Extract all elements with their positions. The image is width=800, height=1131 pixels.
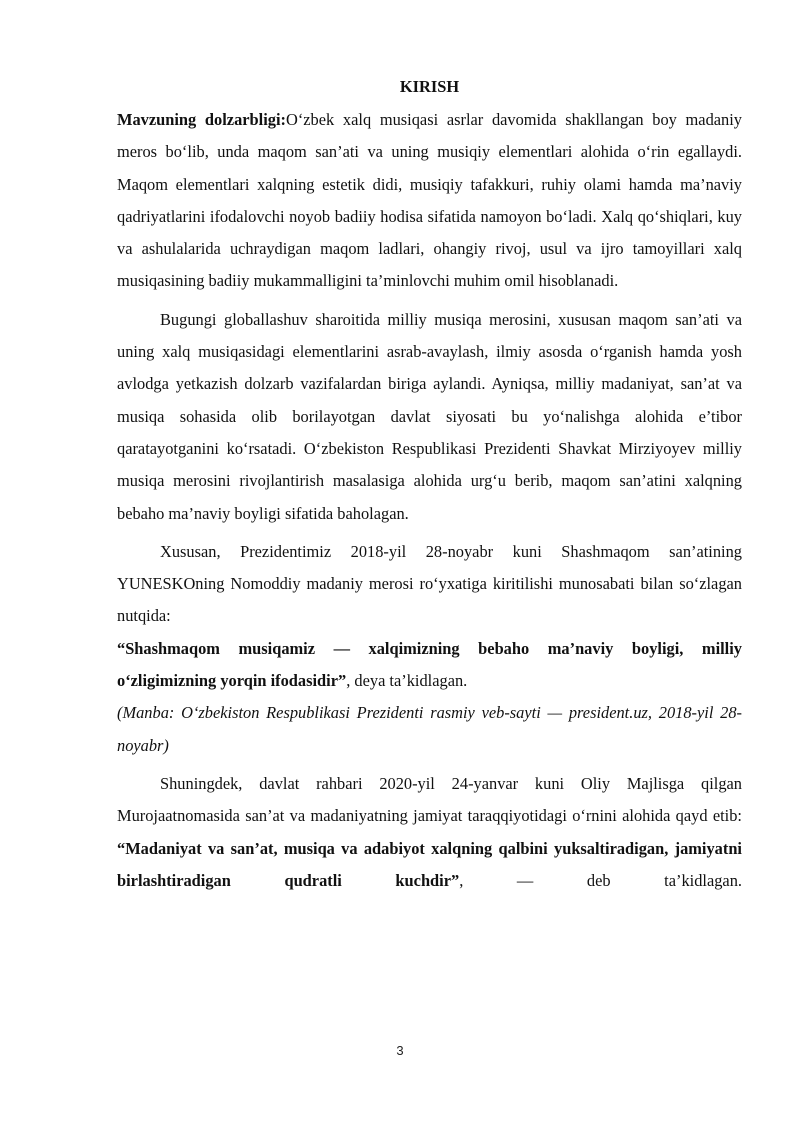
paragraph-heritage: Bugungi globallashuv sharoitida milliy musiqa merosini, xususan maqom san’ati va uning xalq musiqasidagi elementlarini asrab-avaylash, ilmiy asosda o‘rganish hamda yosh avlodga yetkazish dolzarb vazifalardan biriga aylandi. Ayniqsa, milliy madaniyat, san’at va musiqa sohasida olib borilayotgan davlat siyosati bu yo‘nalishga alohida e’tibor qaratayotganini ko‘rsatadi. O‘zbekiston Respublikasi Prezidenti Shavkat Mirziyoyev milliy musiqa merosini rivojlantirish masalasiga alohida urg‘u berib, maqom san’atini xalqning bebaho ma’naviy boyligi sifatida baholagan. (117, 309, 742, 523)
section-lead: Mavzuning dolzarbligi: (117, 110, 286, 129)
quote-block-2 (117, 833, 742, 898)
quote-block-1 (117, 633, 742, 698)
page-number: 3 (396, 1043, 404, 1058)
paragraph-address-intro: Shuningdek, davlat rahbari 2020-yil 24-yanvar kuni Oliy Majlisga qilgan Murojaatnomasida san’at va madaniyatning jamiyat taraqqiyotidagi o‘rnini alohida qayd etib: (117, 773, 742, 826)
paragraph-relevance (117, 104, 742, 298)
quote-text: “Shashmaqom musiqamiz — xalqimizning bebaho ma’naviy boyligi, milliy o‘zligimizning yorqin ifodasidir” (117, 638, 742, 691)
document-page (117, 70, 742, 897)
paragraph-shashmaqom-intro: Xususan, Prezidentimiz 2018-yil 28-noyabr kuni Shashmaqom san’atining YUNESKOning Nomoddiy madaniy merosi ro‘yxatiga kiritilishi munosabati bilan so‘zlagan nutqida: (117, 541, 742, 626)
quote-text: “Madaniyat va san’at, musiqa va adabiyot xalqning qalbini yuksaltiradigan, jamiyatni birlashtiradigan qudratli kuchdir” (117, 838, 742, 890)
source-citation: (Manba: O‘zbekiston Respublikasi Prezidenti rasmiy veb-sayti — president.uz, 2018-yil 28-noyabr) (117, 703, 742, 755)
quote-tail: , deya ta’kidlagan. (346, 671, 468, 691)
page-title: KIRISH (399, 77, 460, 96)
quote-tail: , — deb ta’kidlagan. (459, 870, 742, 890)
paragraph-text: O‘zbek xalq musiqasi asrlar davomida shakllangan boy madaniy meros bo‘lib, unda maqom san’ati va uning musiqiy elementlari alohida o‘rin egallaydi. Maqom elementlari xalqning estetik didi, musiqiy tafakkuri, ruhiy olami hamda ma’naviy qadriyatlarini ifodalovchi noyob badiiy hodisa sifatida namoyon bo‘ladi. Xalq qo‘shiqlari, kuy va ashulalarida uchraydigan maqom ladlari, ohangiy rivoj, usul va ijro tamoyillari xalq musiqasining badiiy mukammalligini ta’minlovchi muhim omil hisoblanadi. (117, 110, 742, 291)
